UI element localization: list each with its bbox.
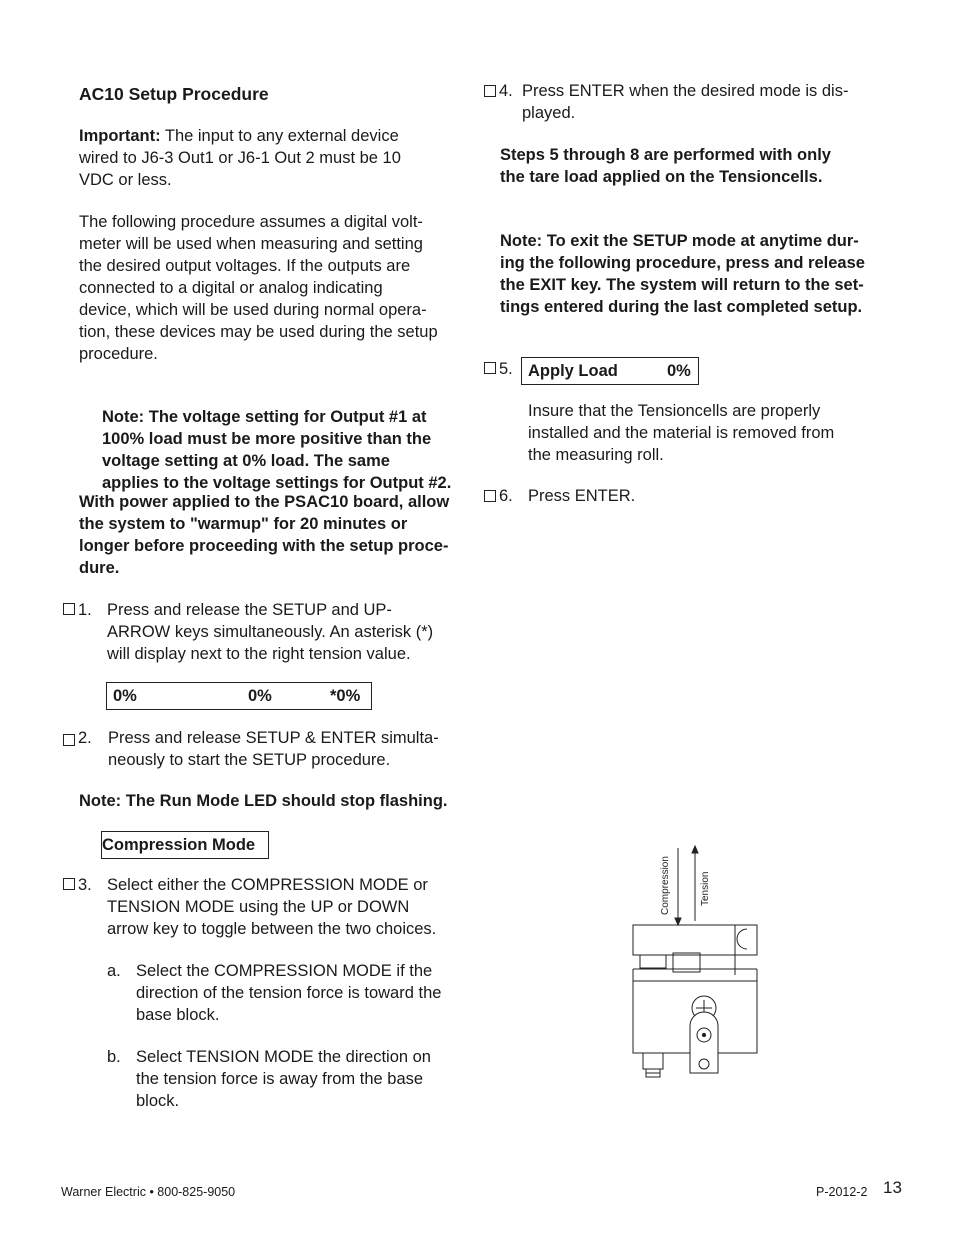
step4-checkbox[interactable]: [484, 85, 496, 97]
lcd-apply-load-value: 0%: [667, 362, 691, 380]
note-label: Note:: [102, 408, 145, 426]
steps-5-8-notice: Steps 5 through 8 are performed with only the tare load applied on the Tensioncells.: [500, 146, 831, 186]
step5-text: Insure that the Tensioncells are properly installed and the material is removed from the measuring roll.: [528, 402, 835, 464]
step5-checkbox[interactable]: [484, 362, 496, 374]
step3a-letter: a.: [107, 962, 121, 980]
tensioncell-diagram: [620, 838, 770, 1093]
important-paragraph: [79, 125, 439, 191]
lcd-value-1: 0%: [113, 687, 137, 705]
small-block-left: [640, 955, 666, 968]
lcd-display-run: [106, 682, 372, 710]
procedure-paragraph: The following procedure assumes a digital volt- meter will be used when measuring and setting the desired output voltages. If the outputs are connected to a digital or analog indicating device, which will be used during normal opera- tion, these devices may be used during the setup procedure.: [79, 213, 438, 363]
section-heading: AC10 Setup Procedure: [79, 84, 269, 104]
warmup-paragraph: With power applied to the PSAC10 board, allow the system to "warmup" for 20 minutes or longer before proceeding with the setup proce- dure.: [79, 493, 450, 577]
lcd-display-apply-load: [521, 357, 699, 385]
lcd-value-3: *0%: [330, 687, 361, 705]
note-run-mode: [79, 790, 448, 812]
step4-text: Press ENTER when the desired mode is dis- played.: [522, 82, 849, 122]
step3a-text: Select the COMPRESSION MODE if the direction of the tension force is toward the base block.: [136, 962, 442, 1024]
step3b-text: Select TENSION MODE the direction on the tension force is away from the base block.: [136, 1048, 431, 1110]
note-label: Note:: [500, 232, 543, 250]
compression-arrowhead: [675, 918, 681, 925]
step6-number: 6.: [499, 487, 513, 505]
footer-company: Warner Electric • 800-825-9050: [61, 1185, 236, 1199]
compression-label: Compression: [660, 856, 671, 915]
side-notch: [737, 929, 747, 949]
important-label: Important:: [79, 127, 161, 145]
note-text: To exit the SETUP mode at anytime dur- ing the following procedure, press and release the EXIT key. The system will return to the set- tings entered during the last completed setup.: [500, 232, 865, 316]
note-exit-setup: [500, 208, 880, 318]
step2-checkbox[interactable]: [63, 734, 75, 746]
step5-number: 5.: [499, 360, 513, 378]
footer-doc-number: P-2012-2: [816, 1185, 868, 1199]
tension-arrowhead: [692, 846, 698, 853]
step6-text: Press ENTER.: [528, 487, 636, 505]
step1-text: Press and release the SETUP and UP- ARROW keys simultaneously. An asterisk (*) will display next to the right tension value.: [107, 601, 434, 663]
page-number: 13: [883, 1178, 902, 1197]
tension-label: Tension: [700, 871, 711, 906]
step3b-letter: b.: [107, 1048, 121, 1066]
note-text: The Run Mode LED should stop flashing.: [121, 792, 448, 810]
lcd-apply-load-label: Apply Load: [528, 362, 618, 380]
step2-text: Press and release SETUP & ENTER simulta- neously to start the SETUP procedure.: [108, 729, 439, 769]
step4-number: 4.: [499, 82, 513, 100]
step2-number: 2.: [78, 729, 92, 747]
step3-checkbox[interactable]: [63, 878, 75, 890]
lcd-value-2: 0%: [248, 687, 272, 705]
lcd-display-mode: [101, 831, 269, 859]
note-output-voltage: [102, 384, 472, 494]
step6-checkbox[interactable]: [484, 490, 496, 502]
note-label: Note:: [79, 792, 122, 810]
lcd-mode-text: Compression Mode: [102, 836, 256, 854]
step3-number: 3.: [78, 876, 92, 894]
top-block: [633, 925, 757, 955]
important-text: The input to any external device wired to J6-3 Out1 or J6-1 Out 2 must be 10 VDC or less.: [79, 127, 401, 189]
step1-checkbox[interactable]: [63, 603, 75, 615]
step3-text: Select either the COMPRESSION MODE or TENSION MODE using the UP or DOWN arrow key to toggle between the two choices.: [107, 876, 437, 938]
note-text: The voltage setting for Output #1 at 100% load must be more positive than the voltage setting at 0% load. The same applies to the voltage settings for Output #2.: [102, 408, 452, 492]
step1-number: 1.: [78, 601, 92, 619]
bottom-connector: [643, 1053, 663, 1069]
